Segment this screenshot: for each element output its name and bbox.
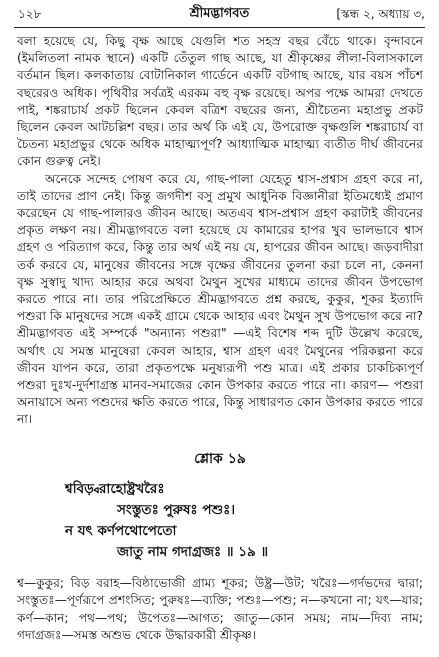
verse-text [17, 479, 423, 563]
verse-line: ন যৎ কর্ণপথোপেতো [65, 522, 177, 539]
verse-line: শ্ববিড়্বরাহোষ্ট্রখরৈঃ [65, 480, 165, 497]
page-number: ১২৮ [18, 7, 42, 21]
page-body [17, 33, 423, 657]
synonyms: শ্ব—কুকুর; বিড় বরাহ—বিষ্ঠাভোজী গ্রাম্য শূকর; উষ্ট্র—উট; খরৈঃ—গর্দভদের দ্বারা; সংস্তুতঃ—পূর্ণরূপে প্রশংসিত; পুরুষঃ—ব্যক্তি; পশুঃ—পশু; ন—কখনো না; যৎ—যার; কর্ণ—কান; পথ—পথ; উপেতঃ—আগত; জাতু—কোন সময়; নাম—দিব্য নাম; গদাগ্রজঃ—সমস্ত অশুভ থেকে উদ্ধারকারী শ্রীকৃষ্ণ। [17, 575, 423, 643]
book-title: শ্রীমদ্ভাগবত [189, 6, 250, 21]
verse-heading: শ্লোক ১৯ [194, 450, 246, 467]
page-header [0, 0, 439, 30]
paragraph: বলা হয়েছে যে, কিছু বৃক্ষ আছে যেগুলি শত সহস্র বছর বেঁচে থাকে। বৃন্দাবনে (ইমলিতলা নামক স্থানে) একটি তেঁতুল গাছ আছে, যা শ্রীকৃষ্ণের লীলা-বিলাসকালে বর্তমান ছিল। কলকাতায় বোটানিকাল গার্ডেনে একটি বটগাছ আছে, যার বয়স পাঁচশ বছরেরও অধিক। পৃথিবীর সর্বত্রই এরকম বহু বৃক্ষ রয়েছে। অপর পক্ষে আমরা দেখতে পাই, শঙ্করাচার্য প্রকট ছিলেন কেবল বত্রিশ বছরের জন্য, শ্রীচৈতন্য মহাপ্রভু প্রকট ছিলেন কেবল আটচল্লিশ বছর। তার অর্থ কি এই যে, উপরোক্ত বৃক্ষগুলি শঙ্করাচার্য বা চৈতন্য মহাপ্রভুর থেকে অধিক মাহাত্ম্যপূর্ণ? আধ্যাত্মিক মাহাত্ম্য ব্যতীত দীর্ঘ জীবনের কোন গুরুত্ব নেই। [17, 34, 423, 169]
verse-line: জাতু নাম গদাগ্রজঃ ॥ ১৯ ॥ [117, 543, 269, 560]
verse-line: সংস্তুতঃ পুরুষঃ পশুঃ। [117, 501, 236, 518]
header-divider [14, 27, 425, 28]
chapter-reference: [স্কন্ধ ২, অধ্যায় ৩, [336, 7, 425, 21]
paragraph: অনেকে সন্দেহ পোষণ করে যে, গাছ-পালা যেহেতু শ্বাস-প্রশ্বাস গ্রহণ করে না, তাই তাদের প্রাণ নেই। কিন্তু জগদীশ বসু প্রমুখ আধুনিক বিজ্ঞানীরা ইতিমধ্যেই প্রমাণ করেছেন যে গাছ-পালারও জীবন আছে। অতএব শ্বাস-প্রশ্বাস গ্রহণ করাটাই জীবনের প্রকৃত লক্ষণ নয়। শ্রীমদ্ভাগবতে বলা হয়েছে যে কামারের হাপর খুব ভালভাবে শ্বাস গ্রহণ ও পরিত্যাগ করে, কিন্তু তার অর্থ এই নয় যে, হাপরের জীবন আছে। জড়বাদীরা তর্ক করবে যে, মানুষের জীবনের সঙ্গে বৃক্ষের জীবনের তুলনা করা চলে না, কেননা বৃক্ষ সুস্বাদু খাদ্য আহার করে অথবা মৈথুন সুখের মাধ্যমে তাদের জীবন উপভোগ করতে পারে না। তার পরিপ্রেক্ষিতে শ্রীমদ্ভাগবতে প্রশ্ন করছে, কুকুর, শূকর ইত্যাদি পশুরা কি মানুষদের সঙ্গে একই গ্রামে থেকে আহার এবং মৈথুন সুখ উপভোগ করে না? শ্রীমদ্ভাগবত এই সম্পর্কে "অন্যান্য পশুরা" —এই বিশেষ শব্দ দুটি উল্লেখ করেছে, অর্থাৎ যে সমস্ত মানুষেরা কেবল আহার, শ্বাস গ্রহণ এবং মৈথুনের পরিকল্পনা করে জীবন যাপন করে, তারা প্রকৃতপক্ষে মনুষ্যরূপী পশু মাত্র। এই প্রকার চাকচিক্যপূর্ণ পশুরা দুঃখ-দুর্দশাগ্রস্ত মানব-সমাজের কোন উপকার করতে পারে না। কারণ— পশুরা অনায়াসে অন্য পশুদের ক্ষতি করতে পারে, কিন্তু সাধারণত কোন উপকার করতে পারে না। [17, 171, 423, 427]
